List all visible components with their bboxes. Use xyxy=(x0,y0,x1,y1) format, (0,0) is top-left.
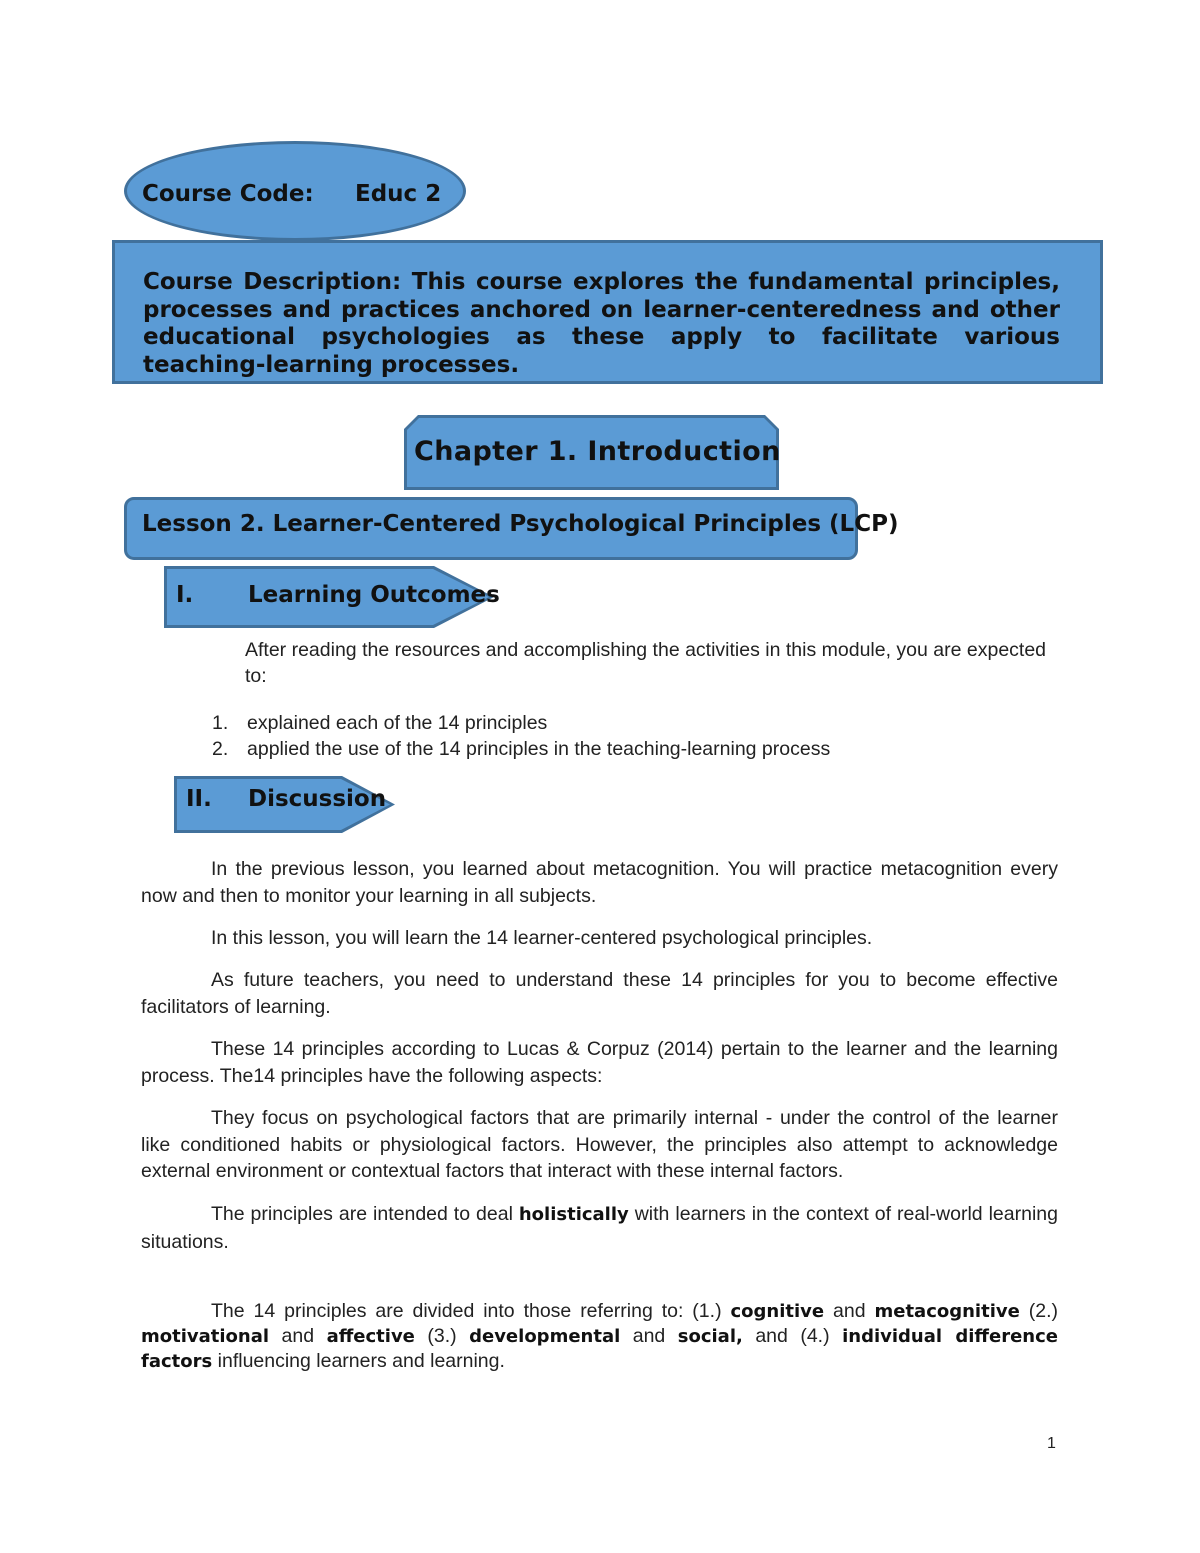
bold-term: holistically xyxy=(518,1204,629,1225)
bold-term: developmental xyxy=(469,1326,621,1347)
text-run: and xyxy=(824,1300,875,1322)
text-run: with learners in the context of real-world learning situations. xyxy=(141,1203,1058,1253)
text-run: and xyxy=(620,1325,678,1347)
bold-term: cognitive xyxy=(730,1301,825,1322)
paragraph-future-teachers: As future teachers, you need to understand these 14 principles for you to become effective facilitators of learning. xyxy=(141,969,1058,1018)
course-code-ellipse xyxy=(124,141,466,241)
paragraph-metacognition: In the previous lesson, you learned about metacognition. You will practice metacognition every now and then to monitor your learning in all subjects. xyxy=(141,858,1058,907)
list-item xyxy=(212,712,547,735)
paragraph-lucas-corpuz: These 14 principles according to Lucas & Corpuz (2014) pertain to the learner and the learning process. The14 principles have the following aspects: xyxy=(141,1038,1058,1087)
paragraph-principle-domains xyxy=(141,1299,1058,1374)
course-code-value: Educ 2 xyxy=(355,181,442,207)
outcomes-intro: After reading the resources and accomplishing the activities in this module, you are expected to: xyxy=(245,639,1047,687)
text-run: (2.) xyxy=(1019,1300,1058,1322)
bold-term: social, xyxy=(677,1326,743,1347)
text-run: and xyxy=(269,1325,327,1347)
text-run: and (4.) xyxy=(742,1325,843,1347)
bold-term: individual difference factors xyxy=(141,1326,1058,1372)
section-number-outcomes: I. xyxy=(176,582,194,608)
list-item-text: applied the use of the 14 principles in the teaching-learning process xyxy=(247,738,831,760)
list-item xyxy=(212,738,830,761)
course-description-box xyxy=(112,240,1103,384)
bold-term: metacognitive xyxy=(874,1301,1020,1322)
paragraph-this-lesson: In this lesson, you will learn the 14 learner-centered psychological principles. xyxy=(211,927,873,949)
bold-term: motivational xyxy=(141,1326,270,1347)
text-run: The 14 principles are divided into those referring to: (1.) xyxy=(211,1300,731,1322)
text-run: The principles are intended to deal xyxy=(211,1203,519,1225)
chapter-title: Chapter 1. Introduction xyxy=(414,436,781,467)
paragraph-internal-factors: They focus on psychological factors that are primarily internal - under the control of the learner like conditioned habits or physiological factors. However, the principles also attempt to acknowledge external environment or contextual factors that interact with these internal factors. xyxy=(141,1107,1058,1182)
lesson-title: Lesson 2. Learner-Centered Psychological Principles (LCP) xyxy=(142,511,899,537)
text-run: (3.) xyxy=(414,1325,470,1347)
course-description-text: Course Description: This course explores the fundamental principles, processes and practices anchored on learner-centeredness and other educational psychologies as these apply to facilitate various teaching-learning processes. xyxy=(143,269,1060,378)
course-code-label: Course Code: xyxy=(142,181,314,207)
section-number-discussion: II. xyxy=(186,786,212,812)
list-item-number: 1. xyxy=(212,712,229,734)
text-run: influencing learners and learning. xyxy=(212,1350,505,1372)
list-item-text: explained each of the 14 principles xyxy=(247,712,548,734)
page-number: 1 xyxy=(1047,1435,1056,1452)
section-title-discussion: Discussion xyxy=(248,786,387,812)
bold-term: affective xyxy=(326,1326,415,1347)
paragraph-holistic xyxy=(141,1201,1058,1255)
list-item-number: 2. xyxy=(212,738,229,760)
section-title-outcomes: Learning Outcomes xyxy=(248,582,500,608)
